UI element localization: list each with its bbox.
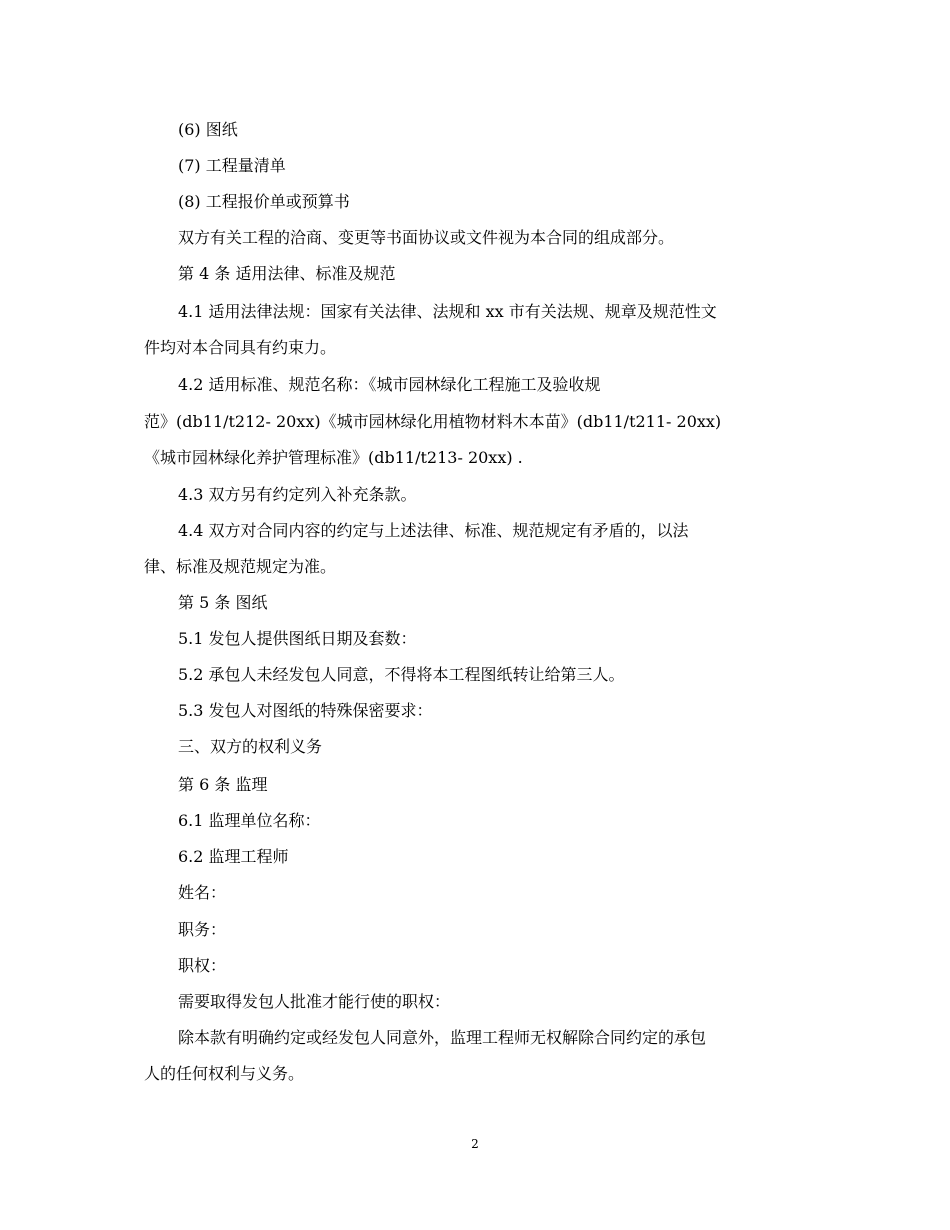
paragraph-limitation-line-1: 除本款有明确约定或经发包人同意外，监理工程师无权解除合同约定的承包 [178, 1028, 707, 1047]
clause-4-2-line-3: 《城市园林绿化养护管理标准》(db11/t213- 20xx) . [144, 448, 523, 467]
paragraph-contract-components: 双方有关工程的洽商、变更等书面协议或文件视为本合同的组成部分。 [178, 228, 675, 247]
clause-4-3: 4.3 双方另有约定列入补充条款。 [178, 485, 417, 504]
article-4-heading: 第 4 条 适用法律、标准及规范 [178, 264, 396, 283]
clause-4-4-line-2: 律、标准及规范规定为准。 [144, 557, 337, 576]
paragraph-limitation-line-2: 人的任何权利与义务。 [144, 1064, 305, 1083]
field-name: 姓名： [178, 883, 227, 902]
article-5-heading: 第 5 条 图纸 [178, 593, 268, 612]
field-authority: 职权： [178, 956, 227, 975]
clause-4-4-line-1: 4.4 双方对合同内容的约定与上述法律、标准、规范规定有矛盾的，以法 [178, 521, 689, 540]
clause-5-3: 5.3 发包人对图纸的特殊保密要求： [178, 701, 433, 720]
clause-5-1: 5.1 发包人提供图纸日期及套数： [178, 629, 417, 648]
clause-4-2-line-2: 范》(db11/t212- 20xx)《城市园林绿化用植物材料木本苗》(db11/t211- 20xx) [144, 412, 722, 431]
section-3-heading: 三、双方的权利义务 [178, 737, 323, 756]
clause-6-2: 6.2 监理工程师 [178, 847, 289, 866]
item-bill-of-quantities: (7) 工程量清单 [178, 156, 286, 175]
clause-4-1-line-1: 4.1 适用法律法规：国家有关法律、法规和 xx 市有关法规、规章及规范性文 [178, 302, 717, 321]
clause-4-1-line-2: 件均对本合同具有约束力。 [144, 338, 337, 357]
clause-5-2: 5.2 承包人未经发包人同意，不得将本工程图纸转让给第三人。 [178, 665, 625, 684]
item-quotation: (8) 工程报价单或预算书 [178, 192, 350, 211]
clause-6-1: 6.1 监理单位名称： [178, 811, 321, 830]
paragraph-approval-required: 需要取得发包人批准才能行使的职权： [178, 992, 451, 1011]
article-6-heading: 第 6 条 监理 [178, 775, 268, 794]
field-position: 职务： [178, 920, 227, 939]
clause-4-2-line-1: 4.2 适用标准、规范名称：《城市园林绿化工程施工及验收规 [178, 375, 601, 394]
item-drawings: (6) 图纸 [178, 120, 238, 139]
page-number: 2 [471, 1137, 479, 1151]
